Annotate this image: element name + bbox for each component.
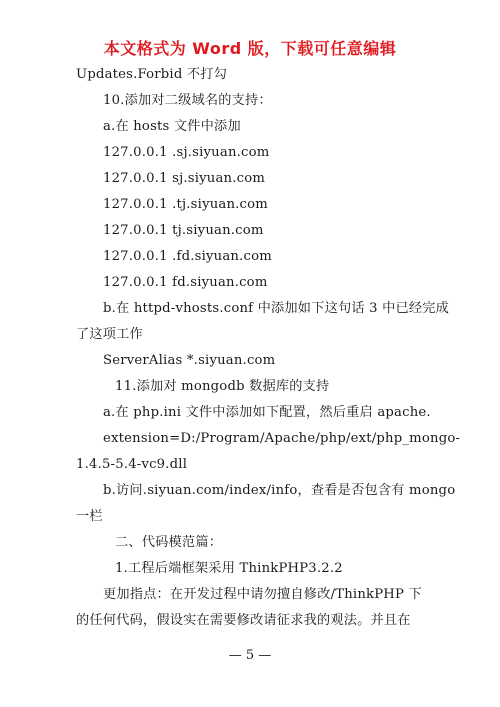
text-line: 127.0.0.1 .fd.siyuan.com: [103, 249, 272, 264]
text-line: 127.0.0.1 fd.siyuan.com: [103, 275, 268, 290]
text-fragment: extension: [103, 431, 170, 446]
text-line: Updates.Forbid 不打勾: [76, 67, 228, 82]
text-line: 1.工程后端框架采用 ThinkPHP3.2.2: [115, 561, 343, 576]
text-fragment: D:/Program/Apache/php/ext/php_mongo-: [180, 431, 461, 446]
text-line: 了这项工作: [76, 327, 143, 342]
text-line: 127.0.0.1 .sj.siyuan.com: [103, 145, 270, 160]
text-line: 1.4.5-5.4-vc9.dll: [76, 457, 188, 472]
page-number: — 5 —: [228, 648, 272, 663]
text-line: 更加指点：在开发过程中请勿擅自修改/ThinkPHP 下: [103, 587, 422, 602]
text-line-justified: [76, 426, 461, 452]
text-line: b.在 httpd-vhosts.conf 中添加如下这句话 3 中已经完成: [103, 301, 450, 316]
text-line: 127.0.0.1 tj.siyuan.com: [103, 223, 264, 238]
section-heading: 二、代码模范篇：: [115, 535, 223, 550]
text-line: 11.添加对 mongodb 数据库的支持: [115, 379, 330, 394]
text-line: 127.0.0.1 sj.siyuan.com: [103, 171, 266, 186]
text-line: 的任何代码，假设实在需要修改请征求我的观法。并且在: [76, 613, 411, 628]
text-line: a.在 php.ini 文件中添加如下配置，然后重启 apache.: [103, 405, 431, 420]
document-body: [76, 62, 461, 634]
text-line: a.在 hosts 文件中添加: [103, 119, 241, 134]
text-fragment: =: [169, 431, 181, 446]
text-line: b.访问.siyuan.com/index/info，查看是否包含有 mongo: [103, 483, 456, 498]
text-line: 一栏: [76, 509, 103, 524]
text-line: 127.0.0.1 .tj.siyuan.com: [103, 197, 268, 212]
text-line: 10.添加对二级域名的支持：: [103, 93, 272, 108]
text-line: ServerAlias *.siyuan.com: [103, 353, 276, 368]
document-header-title: 本文格式为 Word 版，下载可任意编辑: [103, 39, 397, 58]
